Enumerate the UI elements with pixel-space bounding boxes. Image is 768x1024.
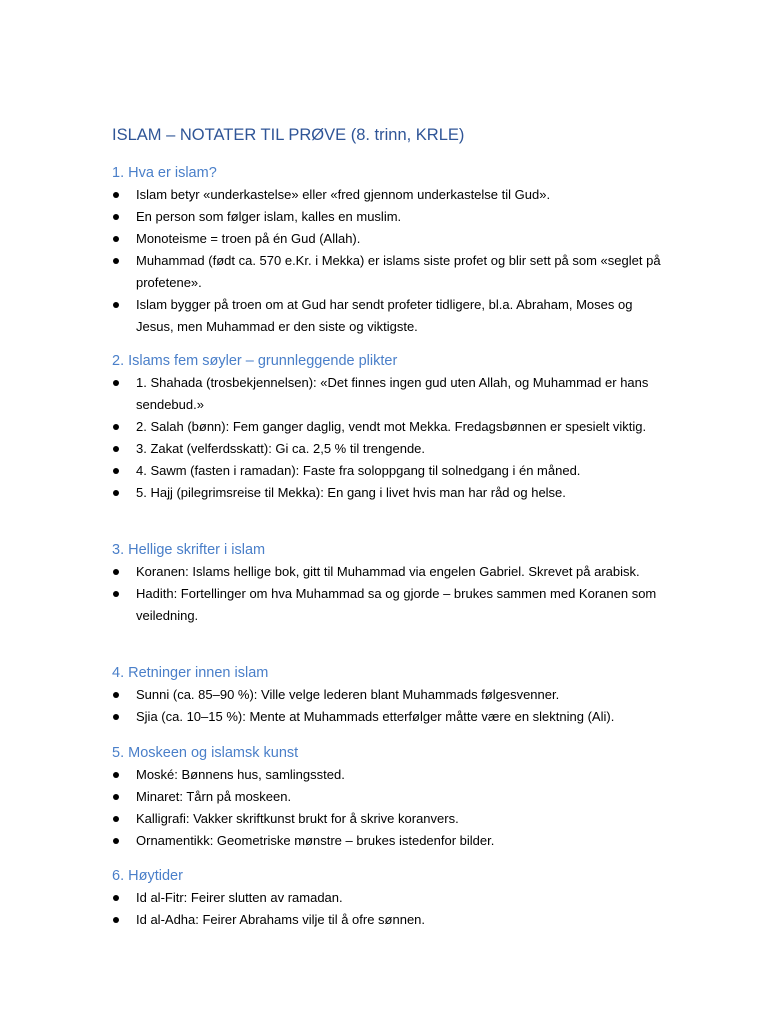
section-heading: 2. Islams fem søyler – grunnleggende plikter <box>112 353 398 369</box>
list-item <box>112 184 672 206</box>
list-item <box>112 808 672 830</box>
bullet-list <box>112 764 672 852</box>
bullet-list <box>112 372 672 504</box>
section-what-is-islam <box>112 162 672 338</box>
list-item <box>112 372 672 416</box>
section-heading: 3. Hellige skrifter i islam <box>112 542 266 558</box>
list-item <box>112 786 672 808</box>
bullet-icon <box>113 192 119 198</box>
list-item-text: Kalligrafi: Vakker skriftkunst brukt for å skrive koranvers. <box>136 811 459 826</box>
bullet-icon <box>113 468 119 474</box>
list-item <box>112 706 672 728</box>
list-item <box>112 294 672 338</box>
list-item-text: 1. Shahada (trosbekjennelsen): «Det finnes ingen gud uten Allah, og Muhammad er hans sendebud.» <box>136 375 649 412</box>
section-heading: 5. Moskeen og islamsk kunst <box>112 745 299 761</box>
list-item <box>112 830 672 852</box>
list-item <box>112 561 672 583</box>
list-item <box>112 764 672 786</box>
list-item <box>112 438 672 460</box>
list-item <box>112 684 672 706</box>
section-heading: 1. Hva er islam? <box>112 165 217 181</box>
list-item <box>112 460 672 482</box>
list-item-text: 5. Hajj (pilegrimsreise til Mekka): En gang i livet hvis man har råd og helse. <box>136 485 566 500</box>
section-five-pillars <box>112 350 672 504</box>
list-item-text: Id al-Fitr: Feirer slutten av ramadan. <box>136 890 343 905</box>
bullet-icon <box>113 794 119 800</box>
bullet-icon <box>113 692 119 698</box>
bullet-list <box>112 561 672 627</box>
list-item-text: Moské: Bønnens hus, samlingssted. <box>136 767 345 782</box>
bullet-icon <box>113 816 119 822</box>
list-item-text: Minaret: Tårn på moskeen. <box>136 789 292 804</box>
list-item <box>112 909 672 931</box>
bullet-icon <box>113 446 119 452</box>
list-item-text: Id al-Adha: Feirer Abrahams vilje til å ofre sønnen. <box>136 912 426 927</box>
bullet-icon <box>113 917 119 923</box>
bullet-list <box>112 184 672 338</box>
list-item-text: Ornamentikk: Geometriske mønstre – brukes istedenfor bilder. <box>136 833 495 848</box>
list-item <box>112 250 672 294</box>
list-item-text: Koranen: Islams hellige bok, gitt til Muhammad via engelen Gabriel. Skrevet på arabisk. <box>136 564 640 579</box>
list-item <box>112 206 672 228</box>
bullet-icon <box>113 714 119 720</box>
list-item <box>112 482 672 504</box>
list-item-text: Islam betyr «underkastelse» eller «fred gjennom underkastelse til Gud». <box>136 187 551 202</box>
bullet-icon <box>113 258 119 264</box>
bullet-list <box>112 887 672 931</box>
bullet-list <box>112 684 672 728</box>
bullet-icon <box>113 490 119 496</box>
list-item-text: 4. Sawm (fasten i ramadan): Faste fra soloppgang til solnedgang i én måned. <box>136 463 581 478</box>
list-item-text: Sjia (ca. 10–15 %): Mente at Muhammads etterfølger måtte være en slektning (Ali). <box>136 709 615 724</box>
section-holidays <box>112 865 672 931</box>
bullet-icon <box>113 236 119 242</box>
bullet-icon <box>113 214 119 220</box>
section-heading: 4. Retninger innen islam <box>112 665 269 681</box>
document-title: ISLAM – NOTATER TIL PRØVE (8. trinn, KRLE) <box>112 126 465 144</box>
section-holy-scriptures <box>112 539 672 627</box>
list-item-text: Islam bygger på troen om at Gud har sendt profeter tidligere, bl.a. Abraham, Moses og Jesus, men Muhammad er den siste og viktigste. <box>136 297 633 334</box>
list-item <box>112 416 672 438</box>
bullet-icon <box>113 380 119 386</box>
bullet-icon <box>113 838 119 844</box>
section-heading: 6. Høytider <box>112 868 183 884</box>
bullet-icon <box>113 302 119 308</box>
bullet-icon <box>113 895 119 901</box>
bullet-icon <box>113 591 119 597</box>
bullet-icon <box>113 424 119 430</box>
section-mosque-and-art <box>112 742 672 852</box>
list-item-text: Muhammad (født ca. 570 e.Kr. i Mekka) er islams siste profet og blir sett på som «seglet på profetene». <box>136 253 661 290</box>
list-item <box>112 583 672 627</box>
section-branches <box>112 662 672 728</box>
list-item-text: Hadith: Fortellinger om hva Muhammad sa og gjorde – brukes sammen med Koranen som veiledning. <box>136 586 657 623</box>
list-item-text: 3. Zakat (velferdsskatt): Gi ca. 2,5 % til trengende. <box>136 441 426 456</box>
list-item-text: En person som følger islam, kalles en muslim. <box>136 209 402 224</box>
bullet-icon <box>113 569 119 575</box>
list-item-text: Sunni (ca. 85–90 %): Ville velge lederen blant Muhammads følgesvenner. <box>136 687 560 702</box>
list-item-text: 2. Salah (bønn): Fem ganger daglig, vendt mot Mekka. Fredagsbønnen er spesielt viktig. <box>136 419 647 434</box>
list-item <box>112 887 672 909</box>
list-item-text: Monoteisme = troen på én Gud (Allah). <box>136 231 361 246</box>
bullet-icon <box>113 772 119 778</box>
list-item <box>112 228 672 250</box>
